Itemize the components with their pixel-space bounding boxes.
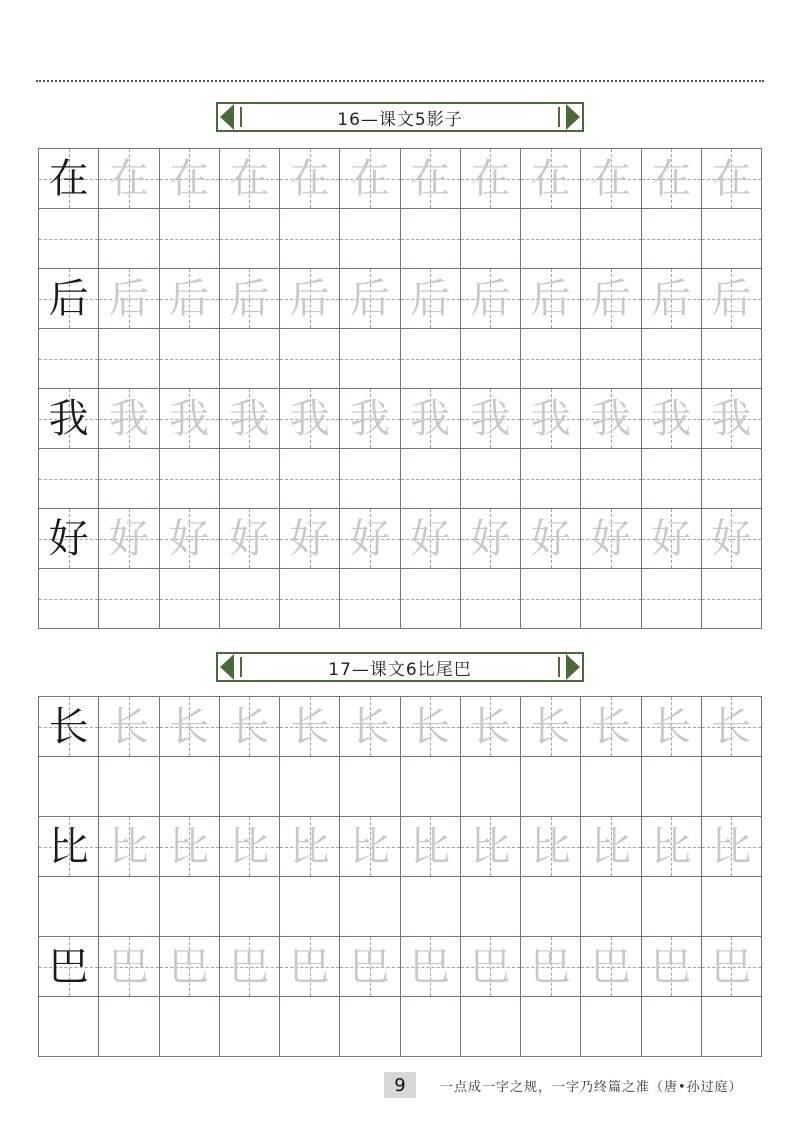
- trace-character: 比: [108, 823, 149, 870]
- blank-practice-cell[interactable]: [160, 877, 220, 937]
- blank-practice-cell[interactable]: [340, 757, 400, 817]
- trace-character-cell[interactable]: [401, 697, 461, 757]
- blank-practice-cell[interactable]: [581, 449, 641, 509]
- blank-practice-cell[interactable]: [461, 757, 521, 817]
- character-row: [39, 149, 762, 209]
- trace-character-cell[interactable]: [160, 937, 220, 997]
- trace-character: 长: [711, 703, 752, 750]
- trace-character: 我: [651, 395, 692, 442]
- trace-character: 巴: [410, 943, 451, 990]
- blank-practice-cell[interactable]: [280, 449, 340, 509]
- model-character-cell[interactable]: [39, 149, 99, 209]
- blank-practice-cell[interactable]: [220, 877, 280, 937]
- trace-character: 长: [590, 703, 631, 750]
- blank-practice-cell[interactable]: [340, 569, 400, 629]
- trace-character-cell[interactable]: [401, 269, 461, 329]
- model-character-cell[interactable]: [39, 697, 99, 757]
- trace-character-cell[interactable]: [340, 937, 400, 997]
- trace-character: 比: [651, 823, 692, 870]
- trace-character: 在: [229, 155, 270, 202]
- blank-practice-cell[interactable]: [581, 997, 641, 1057]
- trace-character-cell[interactable]: [702, 269, 762, 329]
- trace-character-cell[interactable]: [461, 817, 521, 877]
- trace-character-cell[interactable]: [220, 269, 280, 329]
- trace-character-cell[interactable]: [280, 269, 340, 329]
- blank-practice-cell[interactable]: [581, 877, 641, 937]
- trace-character: 长: [169, 703, 210, 750]
- blank-practice-cell[interactable]: [220, 329, 280, 389]
- blank-practice-cell[interactable]: [521, 757, 581, 817]
- trace-character-cell[interactable]: [702, 937, 762, 997]
- trace-character: 比: [530, 823, 571, 870]
- trace-character: 长: [349, 703, 390, 750]
- trace-character: 巴: [590, 943, 631, 990]
- trace-character: 我: [169, 395, 210, 442]
- trace-character-cell[interactable]: [642, 269, 702, 329]
- trace-character-cell[interactable]: [220, 937, 280, 997]
- practice-grid-17: [38, 696, 762, 1057]
- model-character-cell[interactable]: [39, 937, 99, 997]
- trace-character-cell[interactable]: [521, 697, 581, 757]
- blank-practice-cell[interactable]: [99, 329, 159, 389]
- blank-practice-cell[interactable]: [521, 449, 581, 509]
- blank-practice-cell[interactable]: [642, 877, 702, 937]
- trace-character: 后: [470, 275, 511, 322]
- model-character: 在: [48, 155, 89, 202]
- trace-character: 好: [711, 515, 752, 562]
- blank-practice-cell[interactable]: [702, 569, 762, 629]
- blank-practice-cell[interactable]: [160, 329, 220, 389]
- banner-right-divider: [558, 657, 560, 677]
- character-row: [39, 269, 762, 329]
- trace-character: 比: [289, 823, 330, 870]
- trace-character: 好: [229, 515, 270, 562]
- banner-right-divider: [558, 107, 560, 127]
- trace-character-cell[interactable]: [642, 697, 702, 757]
- trace-character-cell[interactable]: [581, 269, 641, 329]
- blank-practice-cell[interactable]: [702, 757, 762, 817]
- blank-practice-cell[interactable]: [642, 449, 702, 509]
- section-title: 17—课文6比尾巴: [328, 659, 472, 680]
- blank-practice-cell[interactable]: [160, 997, 220, 1057]
- trace-character-cell[interactable]: [340, 509, 400, 569]
- trace-character-cell[interactable]: [220, 697, 280, 757]
- trace-character-cell[interactable]: [280, 817, 340, 877]
- blank-practice-cell[interactable]: [702, 209, 762, 269]
- trace-character: 好: [349, 515, 390, 562]
- trace-character-cell[interactable]: [581, 149, 641, 209]
- blank-practice-cell[interactable]: [39, 997, 99, 1057]
- trace-character: 我: [289, 395, 330, 442]
- trace-character-cell[interactable]: [160, 509, 220, 569]
- blank-practice-cell[interactable]: [99, 877, 159, 937]
- trace-character: 后: [108, 275, 149, 322]
- blank-practice-cell[interactable]: [99, 997, 159, 1057]
- blank-practice-cell[interactable]: [340, 877, 400, 937]
- blank-practice-cell[interactable]: [702, 997, 762, 1057]
- blank-practice-cell[interactable]: [642, 329, 702, 389]
- blank-practice-cell[interactable]: [39, 449, 99, 509]
- trace-character-cell[interactable]: [99, 149, 159, 209]
- trace-character-cell[interactable]: [99, 697, 159, 757]
- trace-character-cell[interactable]: [160, 269, 220, 329]
- blank-practice-row: [39, 997, 762, 1057]
- blank-practice-cell[interactable]: [280, 569, 340, 629]
- model-character-cell[interactable]: [39, 269, 99, 329]
- trace-character: 在: [108, 155, 149, 202]
- trace-character-cell[interactable]: [340, 389, 400, 449]
- blank-practice-cell[interactable]: [521, 877, 581, 937]
- blank-practice-cell[interactable]: [581, 329, 641, 389]
- blank-practice-cell[interactable]: [461, 997, 521, 1057]
- trace-character: 在: [590, 155, 631, 202]
- trace-character: 我: [108, 395, 149, 442]
- model-character: 长: [48, 703, 89, 750]
- trace-character: 我: [590, 395, 631, 442]
- trace-character: 巴: [530, 943, 571, 990]
- trace-character-cell[interactable]: [340, 697, 400, 757]
- blank-practice-cell[interactable]: [461, 449, 521, 509]
- blank-practice-cell[interactable]: [702, 877, 762, 937]
- model-character-cell[interactable]: [39, 817, 99, 877]
- blank-practice-cell[interactable]: [99, 209, 159, 269]
- trace-character: 比: [711, 823, 752, 870]
- trace-character-cell[interactable]: [461, 509, 521, 569]
- blank-practice-cell[interactable]: [401, 757, 461, 817]
- trace-character: 在: [711, 155, 752, 202]
- trace-character-cell[interactable]: [702, 509, 762, 569]
- trace-character: 在: [169, 155, 210, 202]
- character-row: [39, 389, 762, 449]
- trace-character: 后: [289, 275, 330, 322]
- trace-character-cell[interactable]: [521, 149, 581, 209]
- trace-character: 在: [349, 155, 390, 202]
- trace-character: 我: [530, 395, 571, 442]
- blank-practice-cell[interactable]: [642, 757, 702, 817]
- blank-practice-cell[interactable]: [702, 449, 762, 509]
- blank-practice-cell[interactable]: [220, 209, 280, 269]
- blank-practice-cell[interactable]: [581, 569, 641, 629]
- blank-practice-cell[interactable]: [160, 209, 220, 269]
- blank-practice-row: [39, 209, 762, 269]
- footer-quote: 一点成一字之规，一字乃终篇之准（唐•孙过庭）: [440, 1080, 743, 1095]
- trace-character-cell[interactable]: [280, 389, 340, 449]
- trace-character: 比: [349, 823, 390, 870]
- blank-practice-cell[interactable]: [401, 997, 461, 1057]
- trace-character: 巴: [169, 943, 210, 990]
- character-row: [39, 937, 762, 997]
- trace-character: 我: [410, 395, 451, 442]
- blank-practice-cell[interactable]: [99, 757, 159, 817]
- blank-practice-cell[interactable]: [39, 209, 99, 269]
- trace-character-cell[interactable]: [521, 937, 581, 997]
- trace-character: 巴: [711, 943, 752, 990]
- model-character: 后: [48, 275, 89, 322]
- trace-character: 我: [229, 395, 270, 442]
- trace-character-cell[interactable]: [702, 149, 762, 209]
- blank-practice-cell[interactable]: [39, 757, 99, 817]
- blank-practice-cell[interactable]: [521, 997, 581, 1057]
- blank-practice-row: [39, 569, 762, 629]
- blank-practice-cell[interactable]: [581, 209, 641, 269]
- trace-character-cell[interactable]: [99, 509, 159, 569]
- blank-practice-cell[interactable]: [702, 329, 762, 389]
- trace-character-cell[interactable]: [581, 937, 641, 997]
- trace-character-cell[interactable]: [340, 817, 400, 877]
- blank-practice-cell[interactable]: [39, 569, 99, 629]
- blank-practice-cell[interactable]: [401, 569, 461, 629]
- trace-character-cell[interactable]: [160, 389, 220, 449]
- blank-practice-row: [39, 329, 762, 389]
- trace-character-cell[interactable]: [642, 149, 702, 209]
- model-character-cell[interactable]: [39, 509, 99, 569]
- trace-character-cell[interactable]: [642, 509, 702, 569]
- trace-character: 我: [349, 395, 390, 442]
- blank-practice-cell[interactable]: [160, 757, 220, 817]
- trace-character-cell[interactable]: [280, 697, 340, 757]
- blank-practice-cell[interactable]: [461, 877, 521, 937]
- trace-character-cell[interactable]: [401, 817, 461, 877]
- blank-practice-cell[interactable]: [521, 329, 581, 389]
- blank-practice-cell[interactable]: [521, 569, 581, 629]
- model-character: 好: [48, 515, 89, 562]
- character-row: [39, 817, 762, 877]
- trace-character-cell[interactable]: [521, 817, 581, 877]
- trace-character-cell[interactable]: [702, 697, 762, 757]
- blank-practice-cell[interactable]: [401, 877, 461, 937]
- section-title: 16—课文5影子: [337, 109, 463, 130]
- blank-practice-cell[interactable]: [99, 449, 159, 509]
- model-character-cell[interactable]: [39, 389, 99, 449]
- trace-character-cell[interactable]: [340, 269, 400, 329]
- blank-practice-cell[interactable]: [39, 877, 99, 937]
- trace-character-cell[interactable]: [581, 817, 641, 877]
- trace-character-cell[interactable]: [160, 697, 220, 757]
- blank-practice-cell[interactable]: [280, 997, 340, 1057]
- trace-character: 长: [410, 703, 451, 750]
- trace-character: 后: [169, 275, 210, 322]
- trace-character-cell[interactable]: [642, 389, 702, 449]
- section-banner-16: [216, 102, 584, 132]
- blank-practice-cell[interactable]: [160, 569, 220, 629]
- blank-practice-row: [39, 877, 762, 937]
- model-character: 比: [48, 823, 89, 870]
- banner-right-arrow-icon: [566, 654, 580, 680]
- trace-character-cell[interactable]: [702, 817, 762, 877]
- trace-character-cell[interactable]: [99, 817, 159, 877]
- trace-character-cell[interactable]: [160, 817, 220, 877]
- trace-character: 在: [530, 155, 571, 202]
- trace-character: 在: [470, 155, 511, 202]
- blank-practice-cell[interactable]: [340, 209, 400, 269]
- blank-practice-cell[interactable]: [280, 329, 340, 389]
- trace-character: 后: [410, 275, 451, 322]
- blank-practice-cell[interactable]: [401, 209, 461, 269]
- trace-character-cell[interactable]: [581, 697, 641, 757]
- trace-character: 巴: [651, 943, 692, 990]
- trace-character-cell[interactable]: [461, 269, 521, 329]
- trace-character-cell[interactable]: [461, 149, 521, 209]
- trace-character: 长: [530, 703, 571, 750]
- blank-practice-cell[interactable]: [280, 877, 340, 937]
- trace-character: 后: [590, 275, 631, 322]
- trace-character-cell[interactable]: [401, 389, 461, 449]
- trace-character: 后: [530, 275, 571, 322]
- trace-character: 巴: [229, 943, 270, 990]
- blank-practice-cell[interactable]: [581, 757, 641, 817]
- trace-character: 长: [651, 703, 692, 750]
- trace-character-cell[interactable]: [461, 389, 521, 449]
- trace-character-cell[interactable]: [99, 937, 159, 997]
- trace-character-cell[interactable]: [461, 697, 521, 757]
- blank-practice-cell[interactable]: [220, 449, 280, 509]
- trace-character-cell[interactable]: [642, 937, 702, 997]
- trace-character: 好: [108, 515, 149, 562]
- blank-practice-row: [39, 757, 762, 817]
- blank-practice-cell[interactable]: [99, 569, 159, 629]
- trace-character: 我: [711, 395, 752, 442]
- blank-practice-cell[interactable]: [39, 329, 99, 389]
- trace-character: 好: [590, 515, 631, 562]
- blank-practice-cell[interactable]: [461, 329, 521, 389]
- trace-character: 好: [530, 515, 571, 562]
- trace-character: 比: [169, 823, 210, 870]
- trace-character: 长: [229, 703, 270, 750]
- trace-character: 后: [349, 275, 390, 322]
- blank-practice-cell[interactable]: [642, 209, 702, 269]
- trace-character: 比: [590, 823, 631, 870]
- page-number: 9: [384, 1072, 416, 1098]
- trace-character: 好: [169, 515, 210, 562]
- blank-practice-cell[interactable]: [642, 997, 702, 1057]
- trace-character: 比: [229, 823, 270, 870]
- trace-character-cell[interactable]: [521, 389, 581, 449]
- blank-practice-cell[interactable]: [461, 569, 521, 629]
- blank-practice-cell[interactable]: [220, 757, 280, 817]
- trace-character: 好: [410, 515, 451, 562]
- trace-character: 后: [651, 275, 692, 322]
- trace-character-cell[interactable]: [401, 937, 461, 997]
- page-footer: [0, 1072, 800, 1102]
- blank-practice-cell[interactable]: [280, 757, 340, 817]
- trace-character-cell[interactable]: [340, 149, 400, 209]
- blank-practice-row: [39, 449, 762, 509]
- blank-practice-cell[interactable]: [340, 997, 400, 1057]
- trace-character-cell[interactable]: [521, 269, 581, 329]
- blank-practice-cell[interactable]: [280, 209, 340, 269]
- character-row: [39, 697, 762, 757]
- trace-character-cell[interactable]: [581, 509, 641, 569]
- trace-character: 巴: [349, 943, 390, 990]
- trace-character: 长: [289, 703, 330, 750]
- blank-practice-cell[interactable]: [401, 449, 461, 509]
- trace-character-cell[interactable]: [702, 389, 762, 449]
- trace-character-cell[interactable]: [220, 817, 280, 877]
- character-row: [39, 509, 762, 569]
- blank-practice-cell[interactable]: [340, 449, 400, 509]
- trace-character: 长: [108, 703, 149, 750]
- trace-character-cell[interactable]: [220, 149, 280, 209]
- trace-character-cell[interactable]: [401, 149, 461, 209]
- trace-character-cell[interactable]: [581, 389, 641, 449]
- blank-practice-cell[interactable]: [642, 569, 702, 629]
- trace-character-cell[interactable]: [99, 389, 159, 449]
- trace-character-cell[interactable]: [280, 149, 340, 209]
- trace-character: 长: [470, 703, 511, 750]
- trace-character: 后: [711, 275, 752, 322]
- trace-character: 巴: [289, 943, 330, 990]
- trace-character: 巴: [470, 943, 511, 990]
- practice-grid-16: [38, 148, 762, 629]
- trace-character-cell[interactable]: [99, 269, 159, 329]
- section-banner-17: [216, 652, 584, 682]
- trace-character-cell[interactable]: [160, 149, 220, 209]
- trace-character-cell[interactable]: [401, 509, 461, 569]
- blank-practice-cell[interactable]: [521, 209, 581, 269]
- trace-character: 好: [470, 515, 511, 562]
- trace-character: 好: [651, 515, 692, 562]
- trace-character: 在: [651, 155, 692, 202]
- trace-character-cell[interactable]: [220, 509, 280, 569]
- trace-character-cell[interactable]: [642, 817, 702, 877]
- blank-practice-cell[interactable]: [160, 449, 220, 509]
- trace-character: 我: [470, 395, 511, 442]
- trace-character-cell[interactable]: [521, 509, 581, 569]
- blank-practice-cell[interactable]: [340, 329, 400, 389]
- blank-practice-cell[interactable]: [220, 997, 280, 1057]
- blank-practice-cell[interactable]: [220, 569, 280, 629]
- model-character: 我: [48, 395, 89, 442]
- top-dotted-rule: [36, 80, 764, 82]
- blank-practice-cell[interactable]: [461, 209, 521, 269]
- trace-character-cell[interactable]: [220, 389, 280, 449]
- banner-right-arrow-icon: [566, 104, 580, 130]
- trace-character: 比: [470, 823, 511, 870]
- trace-character-cell[interactable]: [280, 509, 340, 569]
- trace-character: 在: [289, 155, 330, 202]
- blank-practice-cell[interactable]: [401, 329, 461, 389]
- trace-character-cell[interactable]: [461, 937, 521, 997]
- trace-character: 后: [229, 275, 270, 322]
- trace-character: 巴: [108, 943, 149, 990]
- model-character: 巴: [48, 943, 89, 990]
- trace-character: 比: [410, 823, 451, 870]
- trace-character: 好: [289, 515, 330, 562]
- trace-character-cell[interactable]: [280, 937, 340, 997]
- trace-character: 在: [410, 155, 451, 202]
